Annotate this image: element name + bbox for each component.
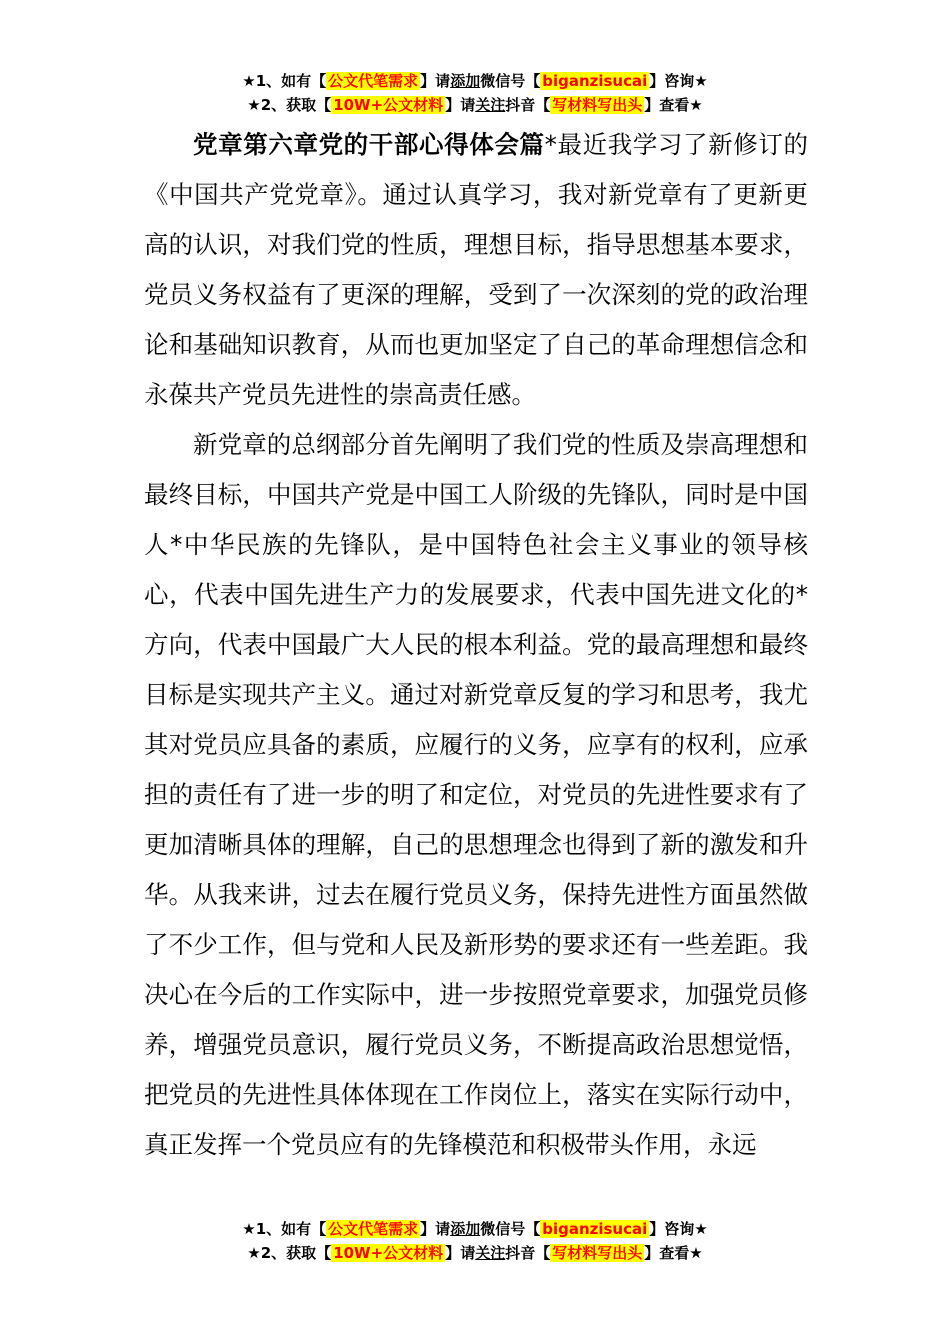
promo-highlight: 10W+公文材料 [333, 96, 444, 114]
promo-line-2: ★2、获取【 10W+公文材料 】请关注抖音【 写材料写出头 】查看★ [247, 1244, 703, 1262]
paragraph-2: 新党章的总纲部分首先阐明了我们党的性质及崇高理想和最终目标，中国共产党是中国工人阶级的先锋队，同时是中国人*中华民族的先锋队，是中国特色社会主义事业的领导核心，代表中国先进生产力的发展要求，代表中国先进文化的*方向，代表中国最广大人民的根本利益。党的最高理想和最终目标是实现共产主义。通过对新党章反复的学习和思考，我尤其对党员应具备的素质，应履行的义务，应享有的权利，应承担的责任有了进一步的明了和定位，对党员的先进性要求有了更加清晰具体的理解，自己的思想理念也得到了新的激发和升华。从我来讲，过去在履行党员义务，保持先进性方面虽然做了不少工作，但与党和人民及新形势的要求还有一些差距。我决心在今后的工作实际中，进一步按照党章要求，加强党员修养，增强党员意识，履行党员义务，不断提高政治思想觉悟，把党员的先进性具体体现在工作岗位上，落实在实际行动中，真正发挥一个党员应有的先锋模范和积极带头作用，永远 [144, 430, 808, 1159]
douyin-id: 写材料写出头 [552, 96, 643, 114]
promo-highlight: 10W+公文材料 [333, 1244, 444, 1262]
promo-line-1: ★1、如有【 公文代笔需求 】请添加微信号【 biganzisucai 】咨询★ [242, 1220, 708, 1238]
document-body [144, 120, 808, 1170]
douyin-id: 写材料写出头 [552, 1244, 643, 1262]
promo-highlight: 公文代笔需求 [328, 1220, 419, 1238]
paragraph-1: 党章第六章党的干部心得体会篇*最近我学习了新修订的《中国共产党党章》。通过认真学习，我对新党章有了更新更高的认识，对我们党的性质，理想目标，指导思想基本要求，党员义务权益有了更深的理解，受到了一次深刻的党的政治理论和基础知识教育，从而也更加坚定了自己的革命理想信念和永葆共产党员先进性的崇高责任感。 [144, 130, 809, 409]
promo-line-2: ★2、获取【 10W+公文材料 】请关注抖音【 写材料写出头 】查看★ [247, 96, 703, 114]
header-promo-banner [0, 70, 950, 118]
promo-highlight: 公文代笔需求 [328, 72, 419, 90]
wechat-id: biganzisucai [542, 72, 648, 90]
footer-promo-banner [0, 1218, 950, 1266]
promo-line-1: ★1、如有【 公文代笔需求 】请添加微信号【 biganzisucai 】咨询★ [242, 72, 708, 90]
wechat-id: biganzisucai [542, 1220, 648, 1238]
document-title: 党章第六章党的干部心得体会篇 [193, 130, 545, 159]
